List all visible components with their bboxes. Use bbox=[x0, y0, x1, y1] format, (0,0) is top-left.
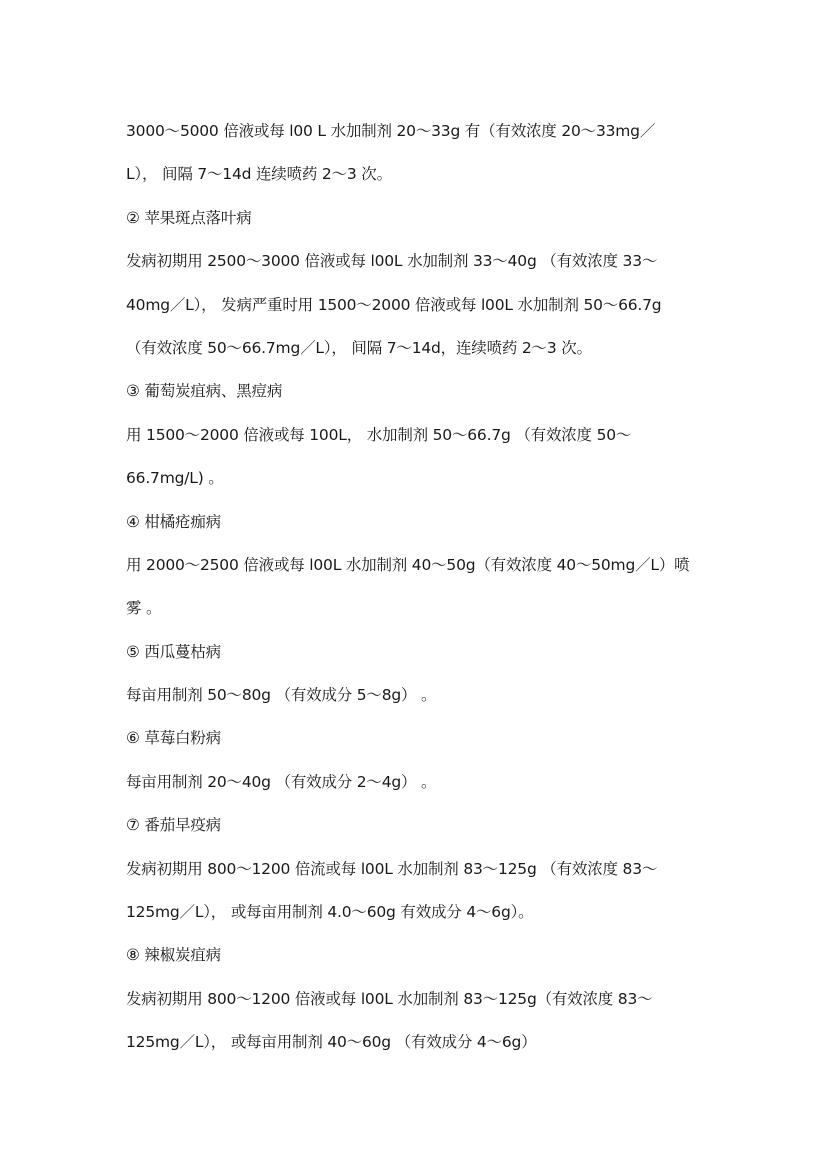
text-line: （有效浓度 50～66.7mg／L）， 间隔 7～14d，连续喷药 2～3 次。 bbox=[126, 338, 592, 357]
section-heading: ② 苹果斑点落叶病 bbox=[126, 208, 252, 227]
section-heading: ④ 柑橘疮痂病 bbox=[126, 512, 221, 531]
section-heading: ⑥ 草莓白粉病 bbox=[126, 729, 221, 748]
text-line: 66.7mg/L) 。 bbox=[126, 469, 224, 488]
text-line: 雾 。 bbox=[126, 599, 162, 618]
text-line: 发病初期用 800～1200 倍流或每 l00L 水加制剂 83～125g （有效浓度 83～ bbox=[126, 859, 658, 878]
section-heading: ⑧ 辣椒炭疽病 bbox=[126, 946, 221, 965]
section-heading: ⑤ 西瓜蔓枯病 bbox=[126, 642, 221, 661]
text-line: 125mg／L）， 或每亩用制剂 40～60g （有效成分 4～6g） bbox=[126, 1033, 537, 1052]
section-heading: ③ 葡萄炭疽病、黑痘病 bbox=[126, 382, 283, 401]
text-line: 每亩用制剂 20～40g （有效成分 2～4g） 。 bbox=[126, 772, 437, 791]
text-line: 发病初期用 800～1200 倍液或每 l00L 水加制剂 83～125g（有效浓度 83～ bbox=[126, 989, 653, 1008]
text-line: 每亩用制剂 50～80g （有效成分 5～8g） 。 bbox=[126, 686, 437, 705]
text-line: 125mg／L）， 或每亩用制剂 4.0～60g 有效成分 4～6g）。 bbox=[126, 903, 534, 922]
text-line: 40mg／L）， 发病严重时用 1500～2000 倍液或每 l00L 水加制剂 50～66.7g bbox=[126, 295, 662, 314]
text-line: 用 1500～2000 倍液或每 100L， 水加制剂 50～66.7g （有效浓度 50～ bbox=[126, 425, 632, 444]
text-line: L）， 间隔 7～14d 连续喷药 2～3 次。 bbox=[126, 165, 392, 184]
document-body bbox=[126, 119, 716, 1074]
section-heading: ⑦ 番茄早疫病 bbox=[126, 816, 221, 835]
text-line: 3000～5000 倍液或每 l00 L 水加制剂 20～33g 有（有效浓度 20～33mg／ bbox=[126, 122, 656, 140]
text-line: 发病初期用 2500～3000 倍液或每 l00L 水加制剂 33～40g （有效浓度 33～ bbox=[126, 252, 658, 271]
text-line: 用 2000～2500 倍液或每 l00L 水加制剂 40～50g（有效浓度 40～50mg／L）喷 bbox=[126, 555, 690, 574]
